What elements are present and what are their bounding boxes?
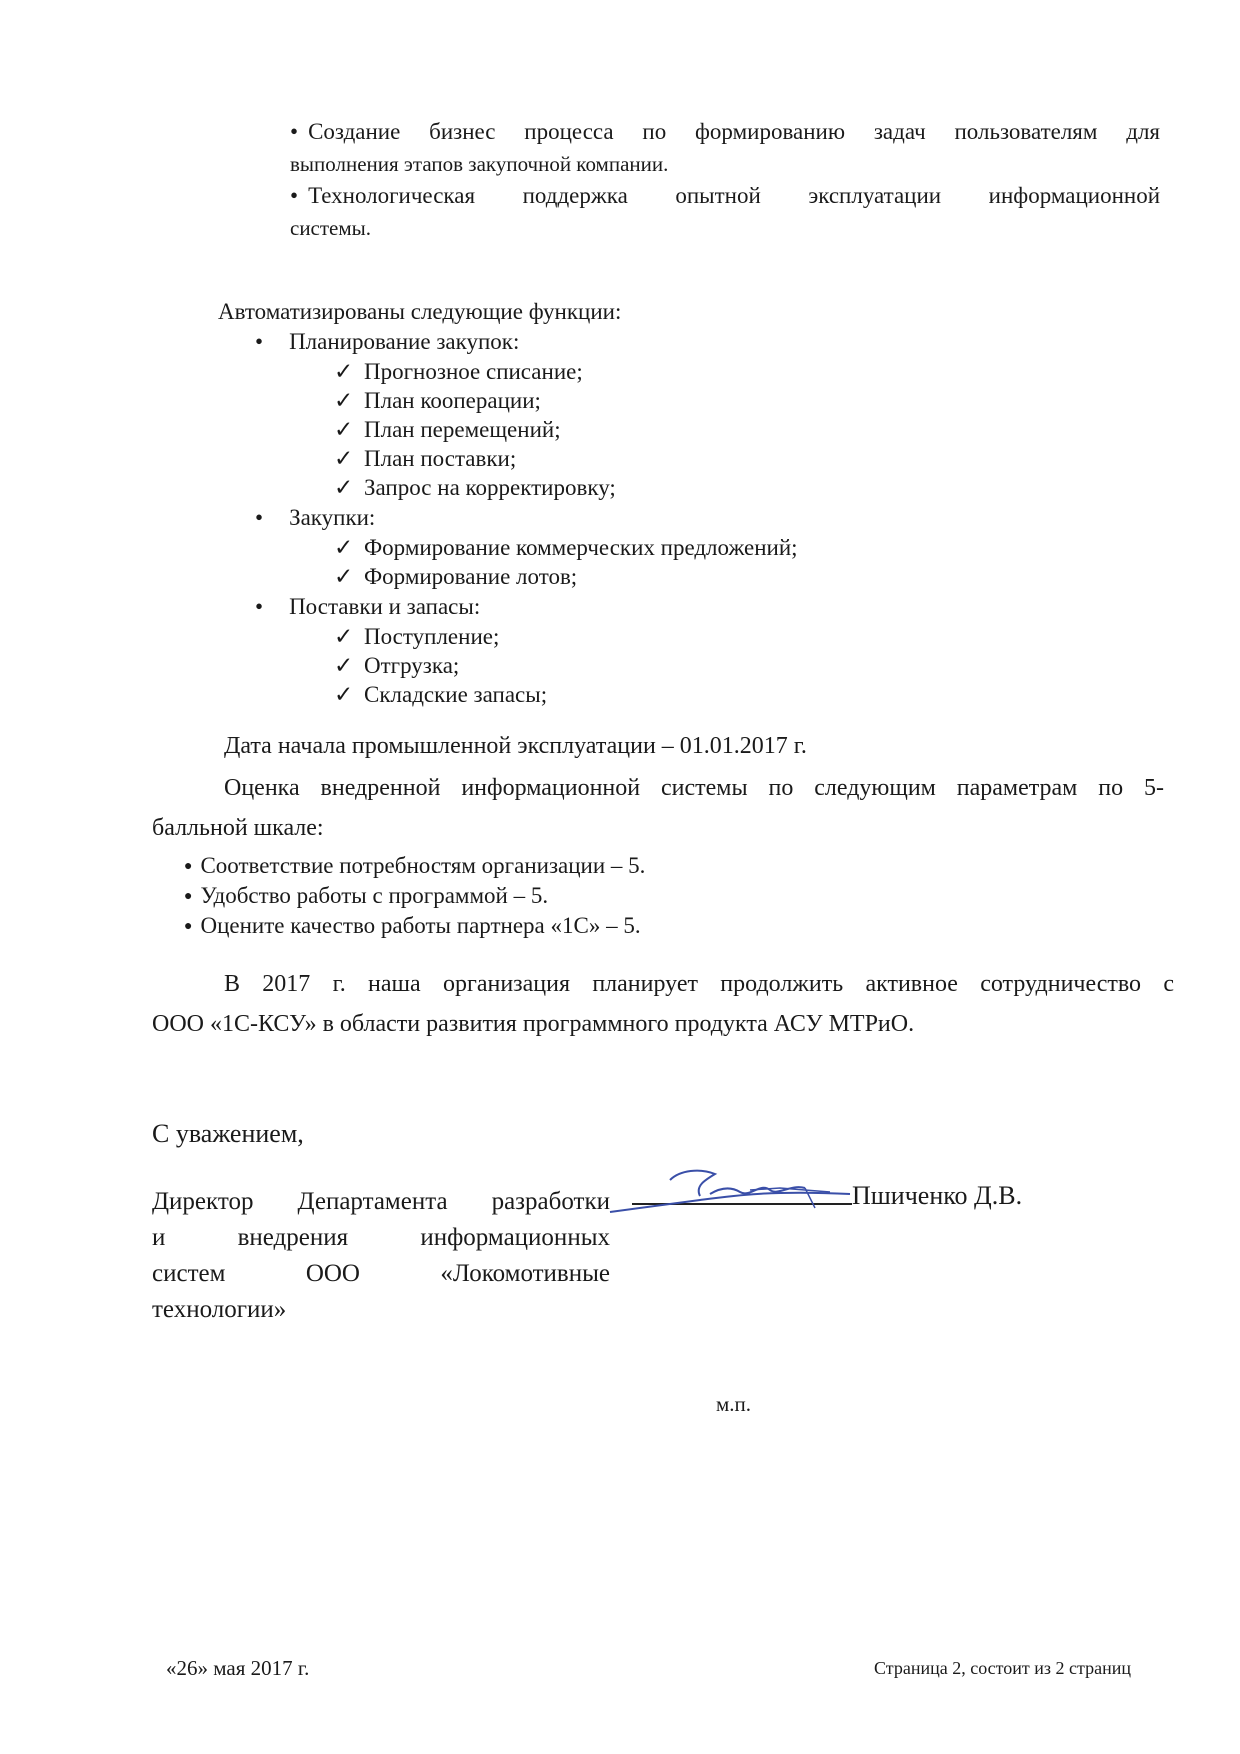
- function-item: ✓ Поступление;: [334, 621, 499, 653]
- plans-line1: В 2017 г. наша организация планирует продолжить активное сотрудничество с: [224, 971, 1174, 997]
- top-bullet-2-line1: • Технологическая поддержка опытной эксплуатации информационной: [290, 180, 1160, 212]
- function-group-supplies: • Поставки и запасы:: [255, 591, 480, 623]
- function-group-purchases: • Закупки:: [255, 502, 375, 534]
- checkmark-icon: ✓: [334, 624, 354, 649]
- start-date-line: Дата начала промышленной эксплуатации – 01.01.2017 г.: [224, 733, 807, 759]
- function-item: ✓ План кооперации;: [334, 385, 541, 417]
- checkmark-icon: ✓: [334, 446, 354, 471]
- checkmark-icon: ✓: [334, 388, 354, 413]
- footer-page-info: Страница 2, состоит из 2 страниц: [874, 1658, 1131, 1678]
- checkmark-icon: ✓: [334, 475, 354, 500]
- function-item: ✓ Формирование лотов;: [334, 561, 577, 593]
- function-item: ✓ План поставки;: [334, 443, 516, 475]
- bullet-icon: ●: [184, 859, 193, 874]
- function-item: ✓ План перемещений;: [334, 414, 561, 446]
- closing-line: С уважением,: [152, 1119, 304, 1148]
- signatory-position-line2: и внедрения информационных: [152, 1224, 610, 1251]
- bullet-icon: •: [255, 505, 264, 530]
- bullet-icon: ●: [184, 919, 193, 934]
- checkmark-icon: ✓: [334, 535, 354, 560]
- signatory-position-line4: технологии»: [152, 1296, 287, 1323]
- top-bullet-2-line2: системы.: [290, 216, 372, 240]
- evaluation-item: ● Оцените качество работы партнера «1С» – 5.: [184, 913, 641, 938]
- function-item: ✓ Отгрузка;: [334, 650, 459, 682]
- evaluation-line1: Оценка внедренной информационной системы по следующим параметрам по 5-: [224, 775, 1164, 801]
- bullet-icon: •: [255, 594, 264, 619]
- signatory-name: Пшиченко Д.В.: [852, 1181, 1023, 1210]
- evaluation-item: ● Удобство работы с программой – 5.: [184, 883, 549, 908]
- checkmark-icon: ✓: [334, 417, 354, 442]
- function-item: ✓ Складские запасы;: [334, 679, 547, 711]
- checkmark-icon: ✓: [334, 682, 354, 707]
- handwritten-signature-icon: [600, 1160, 860, 1220]
- signatory-position-line3: систем ООО «Локомотивные: [152, 1260, 610, 1287]
- checkmark-icon: ✓: [334, 653, 354, 678]
- evaluation-line2: балльной шкале:: [152, 815, 324, 841]
- evaluation-item: ● Соответствие потребностям организации – 5.: [184, 853, 646, 878]
- function-item: ✓ Запрос на корректировку;: [334, 472, 616, 504]
- checkmark-icon: ✓: [334, 359, 354, 384]
- function-group-planning: • Планирование закупок:: [255, 326, 519, 358]
- checkmark-icon: ✓: [334, 564, 354, 589]
- stamp-place: м.п.: [716, 1392, 752, 1416]
- bullet-icon: ●: [184, 889, 193, 904]
- function-item: ✓ Прогнозное списание;: [334, 356, 583, 388]
- top-bullet-1-line1: • Создание бизнес процесса по формированию задач пользователям для: [290, 116, 1160, 148]
- top-bullet-1-line2: выполнения этапов закупочной компании.: [290, 152, 669, 176]
- bullet-icon: •: [290, 183, 299, 208]
- plans-line2: ООО «1С-КСУ» в области развития программного продукта АСУ МТРиО.: [152, 1011, 915, 1037]
- footer-date: «26» мая 2017 г.: [166, 1656, 310, 1680]
- signatory-position-line1: Директор Департамента разработки: [152, 1188, 610, 1215]
- bullet-icon: •: [255, 329, 264, 354]
- function-item: ✓ Формирование коммерческих предложений;: [334, 532, 798, 564]
- bullet-icon: •: [290, 119, 299, 144]
- functions-heading: Автоматизированы следующие функции:: [218, 299, 622, 324]
